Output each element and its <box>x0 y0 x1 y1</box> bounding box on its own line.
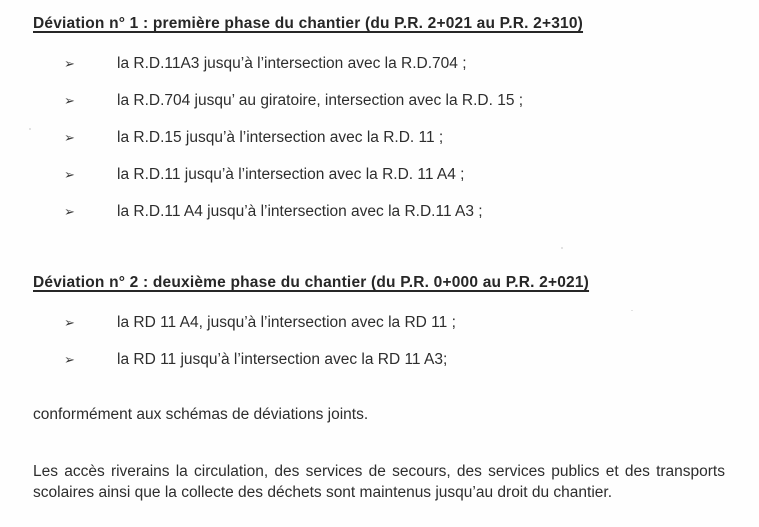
arrowhead-bullet-icon: ➢ <box>64 167 75 182</box>
list-item-text: la RD 11 jusqu’à l’intersection avec la RD 11 A3; <box>117 351 448 368</box>
list-item <box>33 314 725 332</box>
deviation-2-list <box>33 314 725 369</box>
arrowhead-bullet-icon: ➢ <box>64 315 75 330</box>
list-item-text: la R.D.11 A4 jusqu’à l’intersection avec la R.D.11 A3 ; <box>117 203 483 220</box>
list-item <box>33 203 725 221</box>
deviation-1-heading: Déviation n° 1 : première phase du chantier (du P.R. 2+021 au P.R. 2+310) <box>33 15 584 32</box>
arrowhead-bullet-icon: ➢ <box>64 130 75 145</box>
list-item-text: la RD 11 A4, jusqu’à l’intersection avec la RD 11 ; <box>117 314 456 331</box>
scan-speck <box>561 247 563 249</box>
list-item <box>33 92 725 110</box>
list-item-text: la R.D.15 jusqu’à l’intersection avec la R.D. 11 ; <box>117 129 444 146</box>
list-item <box>33 166 725 184</box>
acces-riverains-paragraph: Les accès riverains la circulation, des services de secours, des services publics et des transports scolaires ainsi que la collecte des déchets sont maintenus jusqu’au droit du chantier. <box>33 463 725 501</box>
conformement-paragraph: conformément aux schémas de déviations joints. <box>33 406 369 423</box>
scan-speck <box>631 310 633 311</box>
arrowhead-bullet-icon: ➢ <box>64 93 75 108</box>
list-item <box>33 351 725 369</box>
deviation-1-list <box>33 55 725 221</box>
list-item-text: la R.D.704 jusqu’ au giratoire, intersection avec la R.D. 15 ; <box>117 92 524 109</box>
arrowhead-bullet-icon: ➢ <box>64 204 75 219</box>
list-item <box>33 55 725 73</box>
scan-speck <box>29 128 31 130</box>
list-item <box>33 129 725 147</box>
list-item-text: la R.D.11 jusqu’à l’intersection avec la R.D. 11 A4 ; <box>117 166 465 183</box>
arrowhead-bullet-icon: ➢ <box>64 352 75 367</box>
deviation-2-heading: Déviation n° 2 : deuxième phase du chantier (du P.R. 0+000 au P.R. 2+021) <box>33 274 590 291</box>
arrowhead-bullet-icon: ➢ <box>64 56 75 71</box>
list-item-text: la R.D.11A3 jusqu’à l’intersection avec la R.D.704 ; <box>117 55 467 72</box>
